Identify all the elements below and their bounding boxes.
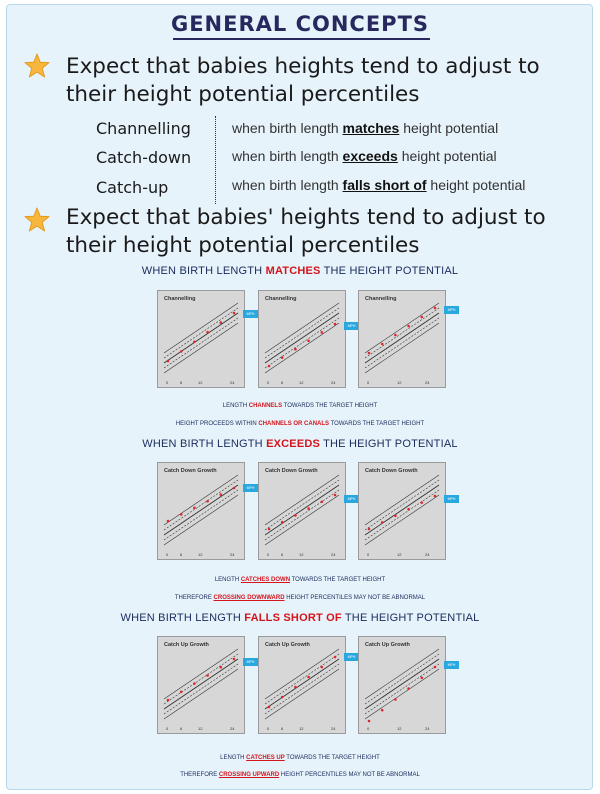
mph-badge: MPH <box>243 484 258 492</box>
growth-chart-thumbnail <box>358 462 446 560</box>
axis-tick-label: 0 <box>166 726 169 731</box>
growth-point <box>281 696 284 699</box>
growth-point <box>421 501 424 504</box>
growth-point <box>381 343 384 346</box>
growth-point <box>368 352 371 355</box>
dotted-divider <box>215 116 216 204</box>
growth-point <box>220 666 223 669</box>
section-heading-falls-short: WHEN BIRTH LENGTH FALLS SHORT OF THE HEIGHT POTENTIAL <box>120 612 480 624</box>
chart-thumbnail-plot <box>158 637 244 733</box>
bullet-1-line1: Expect that babies heights tend to adjust to <box>66 54 540 79</box>
caption-catches-up: LENGTH CATCHES UP TOWARDS THE TARGET HEIGHT <box>220 755 380 761</box>
mph-badge: MPH <box>444 306 459 314</box>
axis-tick-label: 12 <box>397 380 402 385</box>
growth-chart-thumbnail <box>157 462 245 560</box>
growth-point <box>206 331 209 334</box>
age-axis-ticks <box>158 379 244 385</box>
bullet-1-line2: their height potential percentiles <box>66 82 420 107</box>
axis-tick-label: 0 <box>166 380 169 385</box>
chart-thumbnail-title: Catch Down Growth <box>365 468 418 474</box>
growth-point <box>233 487 236 490</box>
percentile-line <box>365 654 439 704</box>
axis-tick-label: 12 <box>198 726 203 731</box>
growth-chart-thumbnail <box>358 636 446 734</box>
axis-tick-label: 24 <box>331 726 336 731</box>
percentile-line <box>365 664 439 714</box>
chart-thumbnail-title: Catch Up Growth <box>365 642 410 648</box>
percentile-line <box>265 308 339 358</box>
axis-tick-label: 0 <box>367 380 370 385</box>
axis-tick-label: 0 <box>166 552 169 557</box>
growth-point <box>281 356 284 359</box>
caption-crossing-downward: THEREFORE CROSSING DOWNWARD HEIGHT PERCENTILES MAY NOT BE ABNORMAL <box>174 595 426 601</box>
percentile-line <box>365 475 439 525</box>
growth-point <box>434 495 437 498</box>
axis-tick-label: 6 <box>281 552 284 557</box>
growth-point <box>294 348 297 351</box>
axis-tick-label: 12 <box>397 552 402 557</box>
percentile-line <box>164 308 238 358</box>
percentile-line <box>164 669 238 719</box>
age-axis-ticks <box>359 551 445 557</box>
chart-thumbnail-plot <box>359 637 445 733</box>
percentile-line <box>164 313 238 363</box>
chart-thumbnail-plot <box>259 637 345 733</box>
percentile-line <box>265 475 339 525</box>
axis-tick-label: 6 <box>281 380 284 385</box>
axis-tick-label: 12 <box>299 726 304 731</box>
growth-point <box>434 666 437 669</box>
axis-tick-label: 6 <box>180 380 183 385</box>
axis-tick-label: 24 <box>331 552 336 557</box>
chart-thumbnail-plot <box>359 463 445 559</box>
axis-tick-label: 24 <box>425 552 430 557</box>
growth-point <box>193 682 196 685</box>
chart-thumbnail-title: Channelling <box>164 296 196 302</box>
growth-point <box>206 500 209 503</box>
growth-point <box>167 520 170 523</box>
growth-point <box>167 699 170 702</box>
percentile-line <box>265 490 339 540</box>
growth-point <box>294 514 297 517</box>
percentile-line <box>265 669 339 719</box>
growth-chart-thumbnail <box>157 636 245 734</box>
age-axis-ticks <box>359 725 445 731</box>
growth-point <box>381 709 384 712</box>
caption-canals: HEIGHT PROCEEDS WITHIN CHANNELS OR CANALS TOWARDS THE TARGET HEIGHT <box>175 421 425 427</box>
growth-point <box>193 341 196 344</box>
percentile-line <box>164 303 238 353</box>
percentile-line <box>265 664 339 714</box>
growth-point <box>220 493 223 496</box>
percentile-line <box>365 649 439 699</box>
percentile-line <box>164 649 238 699</box>
growth-point <box>334 656 337 659</box>
growth-point <box>180 350 183 353</box>
chart-thumbnail-title: Channelling <box>265 296 297 302</box>
mph-badge: MPH <box>444 495 459 503</box>
chart-thumbnail-title: Channelling <box>365 296 397 302</box>
section-heading-exceeds: WHEN BIRTH LENGTH EXCEEDS THE HEIGHT POTENTIAL <box>142 438 458 450</box>
percentile-line <box>265 485 339 535</box>
mph-badge: MPH <box>444 661 459 669</box>
growth-point <box>421 316 424 319</box>
growth-point <box>180 513 183 516</box>
growth-point <box>268 365 271 368</box>
axis-tick-label: 0 <box>267 552 270 557</box>
percentile-line <box>365 318 439 368</box>
axis-tick-label: 6 <box>180 552 183 557</box>
growth-point <box>307 340 310 343</box>
growth-chart-thumbnail <box>258 636 346 734</box>
growth-point <box>394 698 397 701</box>
chart-thumbnail-title: Catch Down Growth <box>164 468 217 474</box>
axis-tick-label: 0 <box>367 552 370 557</box>
axis-tick-label: 24 <box>425 380 430 385</box>
percentile-line <box>265 480 339 530</box>
growth-point <box>294 686 297 689</box>
percentile-line <box>164 664 238 714</box>
mph-badge: MPH <box>344 495 359 503</box>
growth-point <box>233 312 236 315</box>
chart-thumbnail-plot <box>259 291 345 387</box>
percentile-line <box>164 495 238 545</box>
percentile-line <box>265 318 339 368</box>
axis-tick-label: 12 <box>198 380 203 385</box>
percentile-line <box>365 490 439 540</box>
percentile-line <box>365 480 439 530</box>
growth-point <box>321 666 324 669</box>
caption-channels: LENGTH CHANNELS TOWARDS THE TARGET HEIGHT <box>222 403 378 409</box>
term-catch-up: Catch-up <box>96 178 169 197</box>
growth-point <box>368 528 371 531</box>
mph-badge: MPH <box>344 322 359 330</box>
percentile-line <box>164 659 238 709</box>
percentile-line <box>365 485 439 535</box>
axis-tick-label: 12 <box>397 726 402 731</box>
growth-point <box>321 501 324 504</box>
growth-chart-thumbnail <box>157 290 245 388</box>
axis-tick-label: 12 <box>299 552 304 557</box>
percentile-line <box>164 490 238 540</box>
chart-thumbnail-plot <box>359 291 445 387</box>
growth-point <box>167 360 170 363</box>
mph-badge: MPH <box>344 653 359 661</box>
axis-tick-label: 6 <box>281 726 284 731</box>
growth-point <box>381 521 384 524</box>
axis-tick-label: 0 <box>367 726 370 731</box>
percentile-line <box>365 303 439 353</box>
axis-tick-label: 12 <box>198 552 203 557</box>
percentile-line <box>265 649 339 699</box>
chart-thumbnail-title: Catch Up Growth <box>164 642 209 648</box>
growth-point <box>233 658 236 661</box>
percentile-line <box>265 495 339 545</box>
percentile-line <box>265 313 339 363</box>
desc-catch-up: when birth length falls short of height potential <box>232 177 526 193</box>
growth-point <box>307 507 310 510</box>
percentile-line <box>365 313 439 363</box>
growth-point <box>421 677 424 680</box>
growth-point <box>220 321 223 324</box>
growth-point <box>206 674 209 677</box>
growth-chart-thumbnail <box>358 290 446 388</box>
percentile-line <box>265 323 339 373</box>
axis-tick-label: 12 <box>299 380 304 385</box>
growth-point <box>394 515 397 518</box>
axis-tick-label: 24 <box>331 380 336 385</box>
axis-tick-label: 0 <box>267 380 270 385</box>
percentile-line <box>365 323 439 373</box>
axis-tick-label: 24 <box>425 726 430 731</box>
caption-catches-down: LENGTH CATCHES DOWN TOWARDS THE TARGET HEIGHT <box>214 577 386 583</box>
growth-point <box>434 307 437 310</box>
age-axis-ticks <box>259 551 345 557</box>
percentile-line <box>265 303 339 353</box>
axis-tick-label: 24 <box>230 726 235 731</box>
bullet-1 <box>66 53 540 109</box>
percentile-line <box>265 654 339 704</box>
chart-thumbnail-title: Catch Up Growth <box>265 642 310 648</box>
desc-catch-down: when birth length exceeds height potential <box>232 148 497 164</box>
age-axis-ticks <box>259 725 345 731</box>
section-heading-matches: WHEN BIRTH LENGTH MATCHES THE HEIGHT POTENTIAL <box>141 265 459 277</box>
percentile-line <box>365 659 439 709</box>
term-channelling: Channelling <box>96 119 191 138</box>
growth-point <box>334 323 337 326</box>
axis-tick-label: 6 <box>180 726 183 731</box>
bullet-2-line2: their height potential percentiles <box>66 233 420 258</box>
chart-thumbnail-plot <box>158 463 244 559</box>
growth-point <box>407 508 410 511</box>
bullet-2-line1: Expect that babies' heights tend to adjust to <box>66 205 546 230</box>
growth-point <box>394 334 397 337</box>
caption-crossing-upward: THEREFORE CROSSING UPWARD HEIGHT PERCENTILES MAY NOT BE ABNORMAL <box>180 772 420 778</box>
axis-tick-label: 24 <box>230 552 235 557</box>
growth-chart-thumbnail <box>258 462 346 560</box>
term-catch-down: Catch-down <box>96 148 192 167</box>
age-axis-ticks <box>158 551 244 557</box>
title-underline <box>173 38 430 40</box>
growth-point <box>334 494 337 497</box>
percentile-line <box>164 480 238 530</box>
growth-chart-thumbnail <box>258 290 346 388</box>
mph-badge: MPH <box>243 658 258 666</box>
growth-point <box>268 706 271 709</box>
desc-channelling: when birth length matches height potential <box>232 120 499 136</box>
growth-point <box>180 691 183 694</box>
star-icon <box>24 207 50 233</box>
axis-tick-label: 0 <box>267 726 270 731</box>
percentile-line <box>164 654 238 704</box>
percentile-line <box>164 318 238 368</box>
percentile-line <box>365 495 439 545</box>
star-icon <box>24 53 50 79</box>
percentile-line <box>164 323 238 373</box>
growth-point <box>407 325 410 328</box>
percentile-line <box>265 659 339 709</box>
chart-thumbnail-plot <box>158 291 244 387</box>
age-axis-ticks <box>259 379 345 385</box>
chart-thumbnail-title: Catch Down Growth <box>265 468 318 474</box>
percentile-line <box>365 669 439 719</box>
percentile-line <box>365 308 439 358</box>
growth-point <box>268 528 271 531</box>
axis-tick-label: 24 <box>230 380 235 385</box>
growth-point <box>368 720 371 723</box>
age-axis-ticks <box>359 379 445 385</box>
growth-point <box>193 507 196 510</box>
mph-badge: MPH <box>243 310 258 318</box>
chart-thumbnail-plot <box>259 463 345 559</box>
growth-point <box>307 676 310 679</box>
bullet-2 <box>66 204 546 260</box>
growth-point <box>281 521 284 524</box>
page-title: GENERAL CONCEPTS <box>170 12 430 36</box>
age-axis-ticks <box>158 725 244 731</box>
percentile-line <box>164 485 238 535</box>
growth-point <box>407 687 410 690</box>
growth-point <box>321 331 324 334</box>
percentile-line <box>164 475 238 525</box>
